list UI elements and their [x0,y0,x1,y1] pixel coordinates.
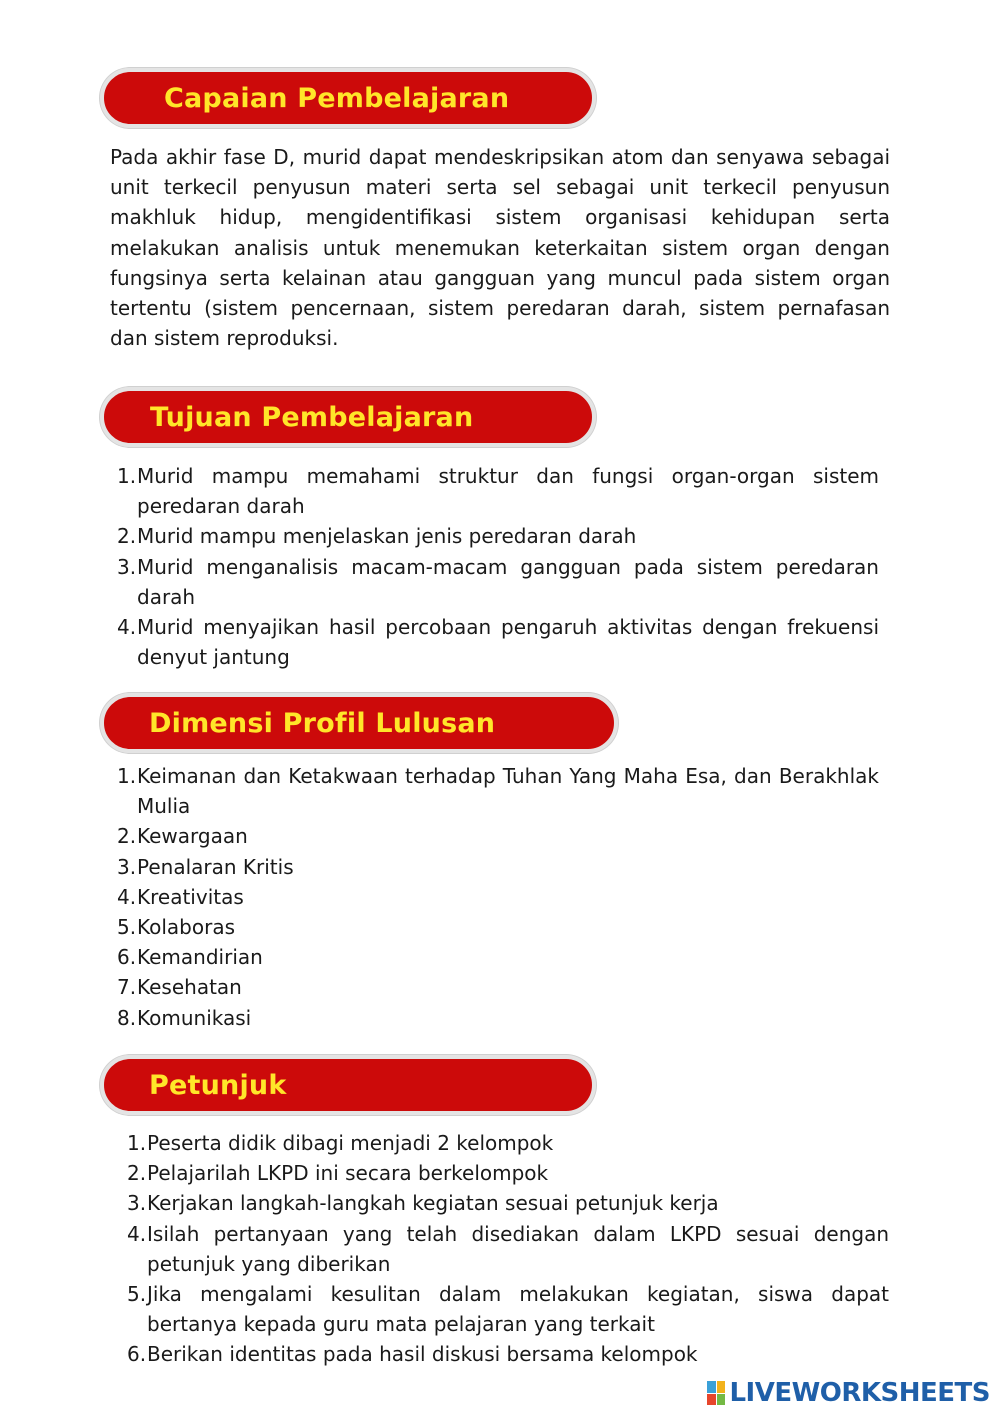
list-item: 2. Pelajarilah LKPD ini secara berkelompok [127,1161,549,1186]
list-item: 6. Kemandirian [117,945,263,970]
list-item: 4. Kreativitas [117,884,244,909]
liveworksheets-logo-icon [707,1381,725,1405]
list-item: 3. Kerjakan langkah-langkah kegiatan sesuai petunjuk kerja [127,1191,719,1216]
liveworksheets-brand[interactable] [707,1378,990,1408]
capaian-text: Pada akhir fase D, murid dapat mendeskripsikan atom dan senyawa sebagai unit terkecil penyusun materi serta sel sebagai unit terkecil penyusun makhluk hidup, mengidentifikasi sistem organisasi kehidupan serta melakukan analisis untuk menemukan keterkaitan sistem organ dengan fungsinya serta kelainan atau gangguan yang muncul pada sistem organ tertentu (sistem pencernaan, sistem peredaran darah, sistem pernafasan dan sistem reproduksi. [110,145,890,351]
tujuan-header [100,387,596,447]
capaian-title: Capaian Pembelajaran [164,83,510,114]
tujuan-list [117,461,879,672]
tujuan-title: Tujuan Pembelajaran [150,402,474,433]
list-item: 2. Kewargaan [117,824,248,849]
list-item: 4. Murid menyajikan hasil percobaan pengaruh aktivitas dengan frekuensi denyut jantung [117,615,879,670]
list-item: 3. Penalaran Kritis [117,854,294,879]
petunjuk-header [100,1055,596,1115]
list-item: 3. Murid menganalisis macam-macam gangguan pada sistem peredaran darah [117,554,879,609]
brand-text: LIVEWORKSHEETS [729,1378,990,1408]
dimensi-list [117,761,879,1033]
list-item: 8. Komunikasi [117,1005,252,1030]
capaian-header [100,68,596,128]
list-item: 7. Kesehatan [117,975,242,1000]
dimensi-header [100,693,618,753]
list-item: 4. Isilah pertanyaan yang telah disediakan dalam LKPD sesuai dengan petunjuk yang diberikan [127,1221,889,1276]
dimensi-title: Dimensi Profil Lulusan [149,708,496,739]
list-item: 6. Berikan identitas pada hasil diskusi bersama kelompok [127,1342,698,1367]
list-item: 1. Keimanan dan Ketakwaan terhadap Tuhan Yang Maha Esa, dan Berakhlak Mulia [117,764,879,819]
petunjuk-title: Petunjuk [149,1070,287,1101]
list-item: 2. Murid mampu menjelaskan jenis peredaran darah [117,524,637,549]
list-item: 1. Peserta didik dibagi menjadi 2 kelompok [127,1131,554,1155]
list-item: 5. Jika mengalami kesulitan dalam melakukan kegiatan, siswa dapat bertanya kepada guru mata pelajaran yang terkait [127,1282,889,1337]
petunjuk-list [127,1128,889,1370]
list-item: 1. Murid mampu memahami struktur dan fungsi organ-organ sistem peredaran darah [117,464,879,519]
list-item: 5. Kolaboras [117,915,235,940]
